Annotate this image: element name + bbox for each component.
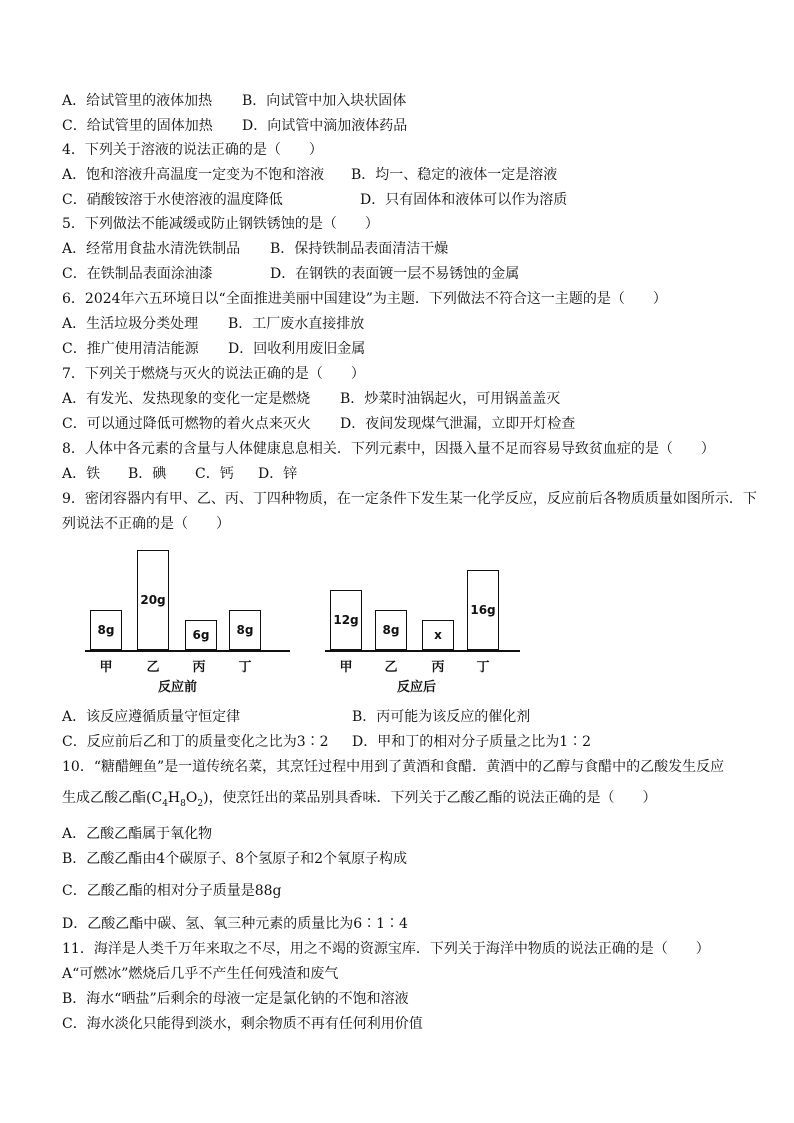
chart-after-reaction [325, 540, 520, 695]
q6-option-d: D．回收利用废旧金属 [228, 341, 366, 357]
q10-stem-pre: 生成乙酸乙酯 [62, 790, 146, 806]
q6-option-c: C．推广使用清洁能源 [62, 341, 199, 357]
chemical-formula: $(C_4H_8O_2)$ [146, 790, 209, 809]
chart-after-plot [325, 540, 520, 652]
bar-value-label: 8g [236, 623, 254, 637]
bar-value-label: 6g [192, 628, 210, 642]
q11-option-c: C．海水淡化只能得到淡水，剩余物质不再有任何利用价值 [62, 1016, 423, 1032]
bar-before-0 [90, 610, 122, 650]
q10-option-a: A．乙酸乙酯属于氧化物 [62, 826, 213, 842]
q9-options-row2 [62, 733, 592, 751]
chart-before-plot [85, 540, 290, 652]
chart-after-title: 反应后 [397, 680, 437, 695]
q9-stem-line1: 9．密闭容器内有甲、乙、丙、丁四种物质，在一定条件下发生某一化学反应，反应前后各物质质量如图所示．下 [62, 491, 757, 507]
q11-option-a: A“可燃冰”燃烧后几乎不产生任何残渣和废气 [62, 966, 339, 982]
q8-option-c: C．钙 [195, 466, 234, 482]
bar-value-label: 20g [140, 593, 166, 607]
q4-option-d: D．只有固体和液体可以作为溶质 [360, 192, 568, 208]
chart-after-x-axis [325, 650, 520, 652]
q11-option-b: B．海水“晒盐”后剩余的母液一定是氯化钠的不饱和溶液 [62, 991, 409, 1007]
bar-value-label: 8g [382, 623, 400, 637]
q7-option-a: A．有发光、发热现象的变化一定是燃烧 [62, 391, 311, 407]
q8-option-b: B．碘 [128, 466, 167, 482]
q4-option-c: C．硝酸铵溶于水使溶液的温度降低 [62, 192, 283, 208]
q9-stem-line2: 列说法不正确的是（ ） [62, 516, 230, 532]
q5-options-row2 [62, 265, 520, 283]
q4-options-row1 [62, 166, 558, 184]
q6-option-b: B．工厂废水直接排放 [228, 316, 365, 332]
q7-option-b: B．炒菜时油锅起火，可用锅盖盖灭 [340, 391, 561, 407]
q9-option-b: B．丙可能为该反应的催化剂 [352, 709, 531, 725]
x-tick-label: 乙 [384, 660, 398, 675]
q3-option-d: D．向试管中滴加液体药品 [242, 118, 408, 134]
x-tick-label: 甲 [99, 660, 113, 675]
chart-before-title: 反应前 [158, 680, 198, 695]
q5-stem: 5．下列做法不能减缓或防止钢铁锈蚀的是（ ） [62, 216, 379, 232]
q7-option-c: C．可以通过降低可燃物的着火点来灭火 [62, 416, 311, 432]
q7-stem: 7．下列关于燃烧与灭火的说法正确的是（ ） [62, 366, 365, 382]
q4-option-b: B．均一、稳定的液体一定是溶液 [351, 167, 558, 183]
q10-stem-line2 [62, 789, 657, 813]
q10-option-b: B．乙酸乙酯由4个碳原子、8个氢原子和2个氧原子构成 [62, 851, 408, 867]
q8-stem: 8．人体中各元素的含量与人体健康息息相关．下列元素中，因摄入量不足而容易导致贫血症的是（ ） [62, 441, 715, 457]
q7-options-row1 [62, 390, 561, 408]
x-tick-label: 丙 [192, 660, 206, 675]
q10-stem-line1: 10．“糖醋鲤鱼”是一道传统名菜，其烹饪过程中用到了黄酒和食醋．黄酒中的乙醇与食醋中的乙酸发生反应 [62, 759, 725, 775]
q9-option-a: A．该反应遵循质量守恒定律 [62, 709, 241, 725]
q4-stem: 4．下列关于溶液的说法正确的是（ ） [62, 142, 323, 158]
x-tick-label: 乙 [146, 660, 160, 675]
bar-after-0 [330, 590, 362, 650]
q10-stem-post: ，使烹饪出的菜品别具香味．下列关于乙酸乙酯的说法正确的是（ ） [208, 790, 657, 806]
bar-before-2 [185, 620, 217, 650]
x-tick-label: 丁 [238, 660, 252, 675]
q7-options-row2 [62, 415, 576, 433]
bar-before-1 [137, 550, 169, 650]
q3-option-a: A．给试管里的液体加热 [62, 93, 213, 109]
bar-value-label: 8g [97, 623, 115, 637]
x-tick-label: 丁 [476, 660, 490, 675]
x-tick-label: 甲 [339, 660, 353, 675]
q5-option-d: D．在钢铁的表面镀一层不易锈蚀的金属 [270, 266, 520, 282]
q6-stem: 6．2024年六五环境日以“全面推进美丽中国建设”为主题．下列做法不符合这一主题的是（ ） [62, 291, 667, 307]
q4-options-row2 [62, 191, 568, 209]
chart-before-reaction [85, 540, 290, 695]
q11-stem: 11．海洋是人类千万年来取之不尽，用之不竭的资源宝库．下列关于海洋中物质的说法正确的是（ ） [62, 941, 710, 957]
q8-options [62, 465, 298, 483]
q3-option-b: B．向试管中加入块状固体 [242, 93, 407, 109]
q8-option-d: D．锌 [258, 466, 298, 482]
q6-options-row1 [62, 315, 365, 333]
q9-options-row1 [62, 708, 531, 726]
bar-value-label: 12g [333, 613, 359, 627]
q5-option-a: A．经常用食盐水清洗铁制品 [62, 241, 241, 257]
bar-after-3 [467, 570, 499, 650]
x-tick-label: 丙 [431, 660, 445, 675]
bar-before-3 [229, 610, 261, 650]
q10-option-d: D．乙酸乙酯中碳、氢、氧三种元素的质量比为6∶1∶4 [62, 916, 408, 932]
q7-option-d: D．夜间发现煤气泄漏，立即开灯检查 [340, 416, 576, 432]
bar-after-1 [375, 610, 407, 650]
q4-option-a: A．饱和溶液升高温度一定变为不饱和溶液 [62, 167, 325, 183]
q9-option-d: D．甲和丁的相对分子质量之比为1∶2 [352, 734, 592, 750]
q5-option-c: C．在铁制品表面涂油漆 [62, 266, 213, 282]
q3-options-row2 [62, 117, 408, 135]
q3-options-row1 [62, 92, 407, 110]
q5-option-b: B．保持铁制品表面清洁干燥 [270, 241, 449, 257]
q6-option-a: A．生活垃圾分类处理 [62, 316, 199, 332]
q6-options-row2 [62, 340, 366, 358]
bar-value-label: 16g [470, 603, 496, 617]
bar-value-label: x [434, 628, 442, 642]
q3-option-c: C．给试管里的固体加热 [62, 118, 213, 134]
chart-before-x-axis [85, 650, 290, 652]
q5-options-row1 [62, 240, 449, 258]
bar-after-2 [422, 620, 454, 650]
q9-option-c: C．反应前后乙和丁的质量变化之比为3∶2 [62, 734, 329, 750]
q10-option-c: C．乙酸乙酯的相对分子质量是88g [62, 883, 282, 899]
q8-option-a: A．铁 [62, 466, 101, 482]
